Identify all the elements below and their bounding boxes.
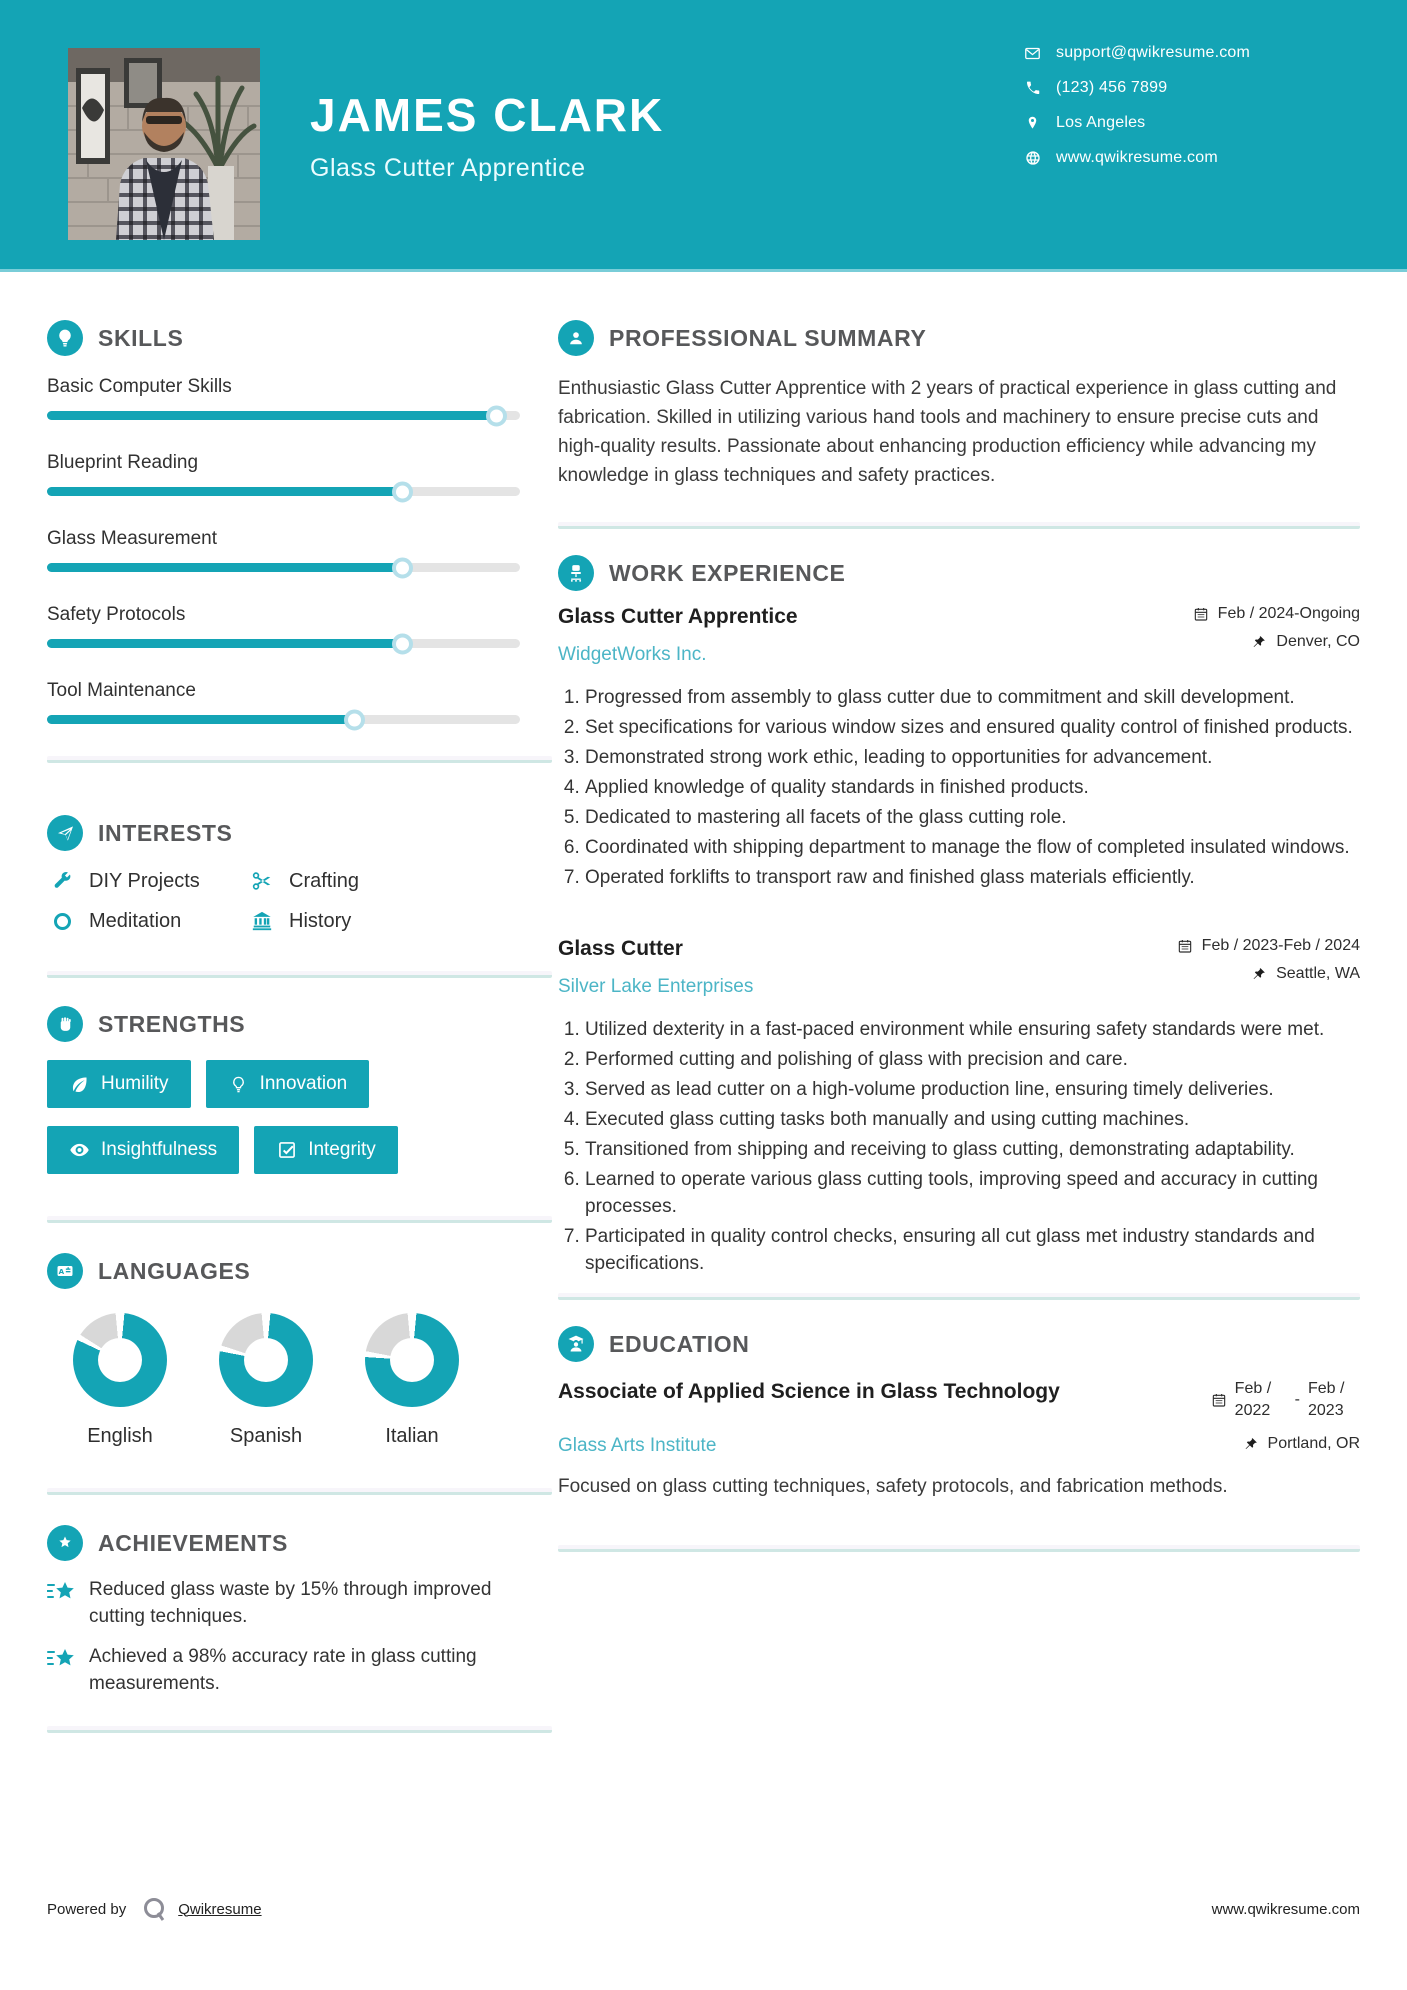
powered-by-text: Powered by [47, 1900, 127, 1918]
right-divider [558, 1293, 1360, 1300]
lightbulb-icon [47, 320, 83, 356]
identity-block [310, 88, 664, 183]
education-date-separator: - [1294, 1390, 1300, 1408]
job-bullet: 3. Served as lead cutter on a high-volume production line, ensuring timely deliveries. [585, 1076, 1360, 1103]
phone-icon [1024, 80, 1041, 97]
leaf-icon [69, 1074, 90, 1095]
skill-item [47, 452, 552, 496]
language-donut-chart [365, 1313, 459, 1407]
right-divider [558, 1545, 1360, 1552]
pushpin-icon [1243, 1436, 1259, 1452]
job-location-row [1251, 965, 1360, 983]
job-bullet: 1. Utilized dexterity in a fast-paced environment while ensuring safety standards were met. [585, 1016, 1360, 1043]
lightbulb-icon [228, 1074, 249, 1095]
language-donut-chart [219, 1313, 313, 1407]
education-section-header [558, 1326, 1360, 1362]
job-title: Glass Cutter [558, 937, 683, 960]
strengths-badges [47, 1060, 552, 1192]
svg-text:A: A [58, 1266, 65, 1276]
education-date-start: Feb / 2022 [1234, 1380, 1272, 1419]
skill-label: Safety Protocols [47, 604, 186, 625]
education-location: Portland, OR [1267, 1435, 1360, 1453]
job-meta [1177, 937, 1360, 983]
education-date-end: Feb / 2023 [1308, 1380, 1345, 1419]
education-description: Focused on glass cutting techniques, safety protocols, and fabrication methods. [558, 1476, 1228, 1498]
contact-location [1024, 114, 1360, 132]
header-band [0, 0, 1407, 272]
strength-label: Humility [101, 1073, 169, 1094]
contact-website-text: www.qwikresume.com [1056, 149, 1218, 166]
strength-badge [47, 1126, 239, 1174]
job-company-link[interactable]: WidgetWorks Inc. [558, 644, 707, 665]
skill-slider [47, 487, 520, 496]
job-date-row [1177, 937, 1360, 955]
interests-list [47, 869, 552, 933]
pushpin-icon [1251, 634, 1267, 650]
education-title: EDUCATION [609, 1330, 750, 1357]
job-title: Glass Cutter Apprentice [558, 605, 798, 628]
contact-location-text: Los Angeles [1056, 114, 1146, 131]
shooting-star-icon [47, 1644, 79, 1698]
profile-photo [68, 48, 260, 240]
work-section-header [558, 555, 1360, 591]
interest-item [47, 869, 247, 893]
education-entry [558, 1378, 1360, 1501]
summary-text: Enthusiastic Glass Cutter Apprentice with 2 years of practical experience in glass cutting and fabrication. Skilled in utilizing various hand tools and machinery to ensure precise cuts and high-quality results. Passionate about enhancing production efficiency while advancing my knowledge in glass techniques and safety practices. [558, 378, 1337, 486]
left-divider [47, 971, 552, 978]
content-area [0, 272, 1407, 1733]
contact-email-text: support@qwikresume.com [1056, 44, 1251, 61]
skill-item [47, 376, 552, 420]
strengths-section-header [47, 1006, 552, 1042]
eye-icon [69, 1140, 90, 1161]
shooting-star-icon [47, 1577, 79, 1631]
slider-knob [392, 557, 413, 578]
job-meta [1193, 605, 1360, 651]
strength-label: Innovation [259, 1073, 348, 1094]
slider-knob [486, 405, 507, 426]
skill-label: Basic Computer Skills [47, 376, 232, 397]
envelope-icon [1024, 45, 1041, 62]
calendar-icon [1211, 1392, 1227, 1408]
language-item [47, 1313, 193, 1448]
calendar-icon [1193, 606, 1209, 622]
strength-label: Integrity [308, 1139, 376, 1160]
circle-icon [47, 909, 77, 933]
interests-section-header [47, 815, 552, 851]
skill-slider [47, 715, 520, 724]
interest-item [247, 869, 552, 893]
achievement-text: Reduced glass waste by 15% through improved cutting techniques. [89, 1579, 492, 1627]
job-bullet: 7. Operated forklifts to transport raw and finished glass materials efficiently. [585, 864, 1360, 891]
contact-phone [1024, 79, 1360, 97]
contact-email[interactable] [1024, 44, 1360, 62]
job-bullet: 3. Demonstrated strong work ethic, leading to opportunities for advancement. [585, 744, 1360, 771]
strengths-title: STRENGTHS [98, 1010, 246, 1037]
languages-list [47, 1313, 552, 1448]
interest-item [247, 909, 552, 933]
job-bullet: 4. Applied knowledge of quality standards in finished products. [585, 774, 1360, 801]
job-location-row [1251, 633, 1360, 651]
job-bullet: 7. Participated in quality control checks, ensuring all cut glass met industry standards and specifications. [585, 1223, 1360, 1277]
skill-label: Blueprint Reading [47, 452, 199, 473]
person-icon [558, 320, 594, 356]
slider-knob [344, 709, 365, 730]
scissors-icon [247, 869, 277, 893]
strength-label: Insightfulness [101, 1139, 218, 1160]
job-date: Feb / 2024-Ongoing [1217, 605, 1360, 622]
left-column [47, 320, 552, 1733]
job-bullet: 4. Executed glass cutting tasks both manually and using cutting machines. [585, 1106, 1360, 1133]
job-bullet: 5. Dedicated to mastering all facets of the glass cutting role. [585, 804, 1360, 831]
skills-section-header [47, 320, 552, 356]
paper-plane-icon [47, 815, 83, 851]
footer-website-link[interactable]: www.qwikresume.com [1211, 1900, 1360, 1918]
graduate-icon [558, 1326, 594, 1362]
footer [47, 1896, 1360, 1922]
qwikresume-logo-icon [142, 1896, 168, 1922]
language-label: Italian [385, 1425, 439, 1447]
fist-icon [47, 1006, 83, 1042]
job-company-link[interactable]: Silver Lake Enterprises [558, 976, 754, 997]
job-bullet: 1. Progressed from assembly to glass cutter due to commitment and skill development. [585, 684, 1360, 711]
job-date-row [1193, 605, 1360, 623]
left-divider [47, 1216, 552, 1223]
skill-slider [47, 411, 520, 420]
job-date: Feb / 2023-Feb / 2024 [1201, 937, 1360, 954]
interest-label: History [289, 909, 352, 932]
job-bullet: 2. Set specifications for various window sizes and ensured quality control of finished products. [585, 714, 1360, 741]
job-bullet-list [558, 1016, 1360, 1277]
interest-item [47, 909, 247, 933]
calendar-icon [1177, 938, 1193, 954]
job-bullet: 5. Transitioned from shipping and receiving to glass cutting, demonstrating adaptability. [585, 1136, 1360, 1163]
qwikresume-link[interactable]: Qwikresume [178, 1900, 262, 1918]
job-location: Seattle, WA [1276, 965, 1360, 982]
achievements-list [47, 1577, 552, 1698]
contact-list [1024, 44, 1360, 184]
languages-title: LANGUAGES [98, 1257, 251, 1284]
language-label: Spanish [229, 1425, 303, 1447]
office-chair-icon [558, 555, 594, 591]
job-bullet: 6. Learned to operate various glass cutting tools, improving speed and accuracy in cutting processes. [585, 1166, 1360, 1220]
summary-section-header [558, 320, 1360, 356]
interest-label: Crafting [289, 869, 360, 892]
job-bullet-list [558, 684, 1360, 891]
languages-section-header [47, 1253, 552, 1289]
job-entry [558, 937, 1360, 1277]
slider-knob [392, 633, 413, 654]
strength-badge [206, 1060, 370, 1108]
left-divider [47, 1726, 552, 1733]
candidate-title: Glass Cutter Apprentice [310, 154, 586, 182]
skill-label: Tool Maintenance [47, 680, 196, 701]
left-divider [47, 1488, 552, 1495]
skill-item [47, 528, 552, 572]
job-entry [558, 605, 1360, 891]
achievement-item [47, 1644, 552, 1698]
check-square-icon [276, 1140, 297, 1161]
left-divider [47, 756, 552, 763]
contact-website[interactable] [1024, 149, 1360, 167]
interest-label: DIY Projects [89, 869, 200, 892]
candidate-name: JAMES CLARK [310, 89, 665, 141]
job-bullet: 2. Performed cutting and polishing of glass with precision and care. [585, 1046, 1360, 1073]
skills-list [47, 376, 552, 724]
job-location: Denver, CO [1276, 633, 1360, 650]
achievements-title: ACHIEVEMENTS [98, 1529, 288, 1556]
interest-label: Meditation [89, 909, 182, 932]
globe-icon [1024, 150, 1041, 167]
slider-knob [392, 481, 413, 502]
star-circle-icon [47, 1525, 83, 1561]
pushpin-icon [1251, 966, 1267, 982]
job-bullet: 6. Coordinated with shipping department to manage the flow of completed insulated windows. [585, 834, 1360, 861]
skill-item [47, 604, 552, 648]
right-column [558, 320, 1360, 1552]
work-title: WORK EXPERIENCE [609, 559, 846, 586]
contact-phone-text: (123) 456 7899 [1056, 79, 1168, 96]
language-label: English [87, 1425, 153, 1447]
skills-title: SKILLS [98, 324, 184, 351]
school-link[interactable]: Glass Arts Institute [558, 1435, 717, 1457]
degree-name: Associate of Applied Science in Glass Technology [558, 1380, 1060, 1403]
education-date-row [1211, 1378, 1360, 1421]
language-donut-chart [73, 1313, 167, 1407]
language-item [339, 1313, 485, 1448]
skill-slider [47, 639, 520, 648]
skill-slider [47, 563, 520, 572]
location-pin-icon [1024, 115, 1041, 132]
skill-item [47, 680, 552, 724]
interests-title: INTERESTS [98, 819, 233, 846]
strength-badge [254, 1126, 398, 1174]
museum-icon [247, 909, 277, 933]
education-location-row [1243, 1435, 1360, 1453]
language-item [193, 1313, 339, 1448]
achievement-text: Achieved a 98% accuracy rate in glass cutting measurements. [89, 1645, 477, 1694]
translate-icon [47, 1253, 83, 1289]
wrench-icon [47, 869, 77, 893]
summary-title: PROFESSIONAL SUMMARY [609, 324, 927, 351]
profile-photo-illustration [68, 48, 260, 240]
achievements-section-header [47, 1525, 552, 1561]
skill-label: Glass Measurement [47, 528, 218, 549]
strength-badge [47, 1060, 191, 1108]
right-divider [558, 522, 1360, 529]
achievement-item [47, 1577, 552, 1631]
